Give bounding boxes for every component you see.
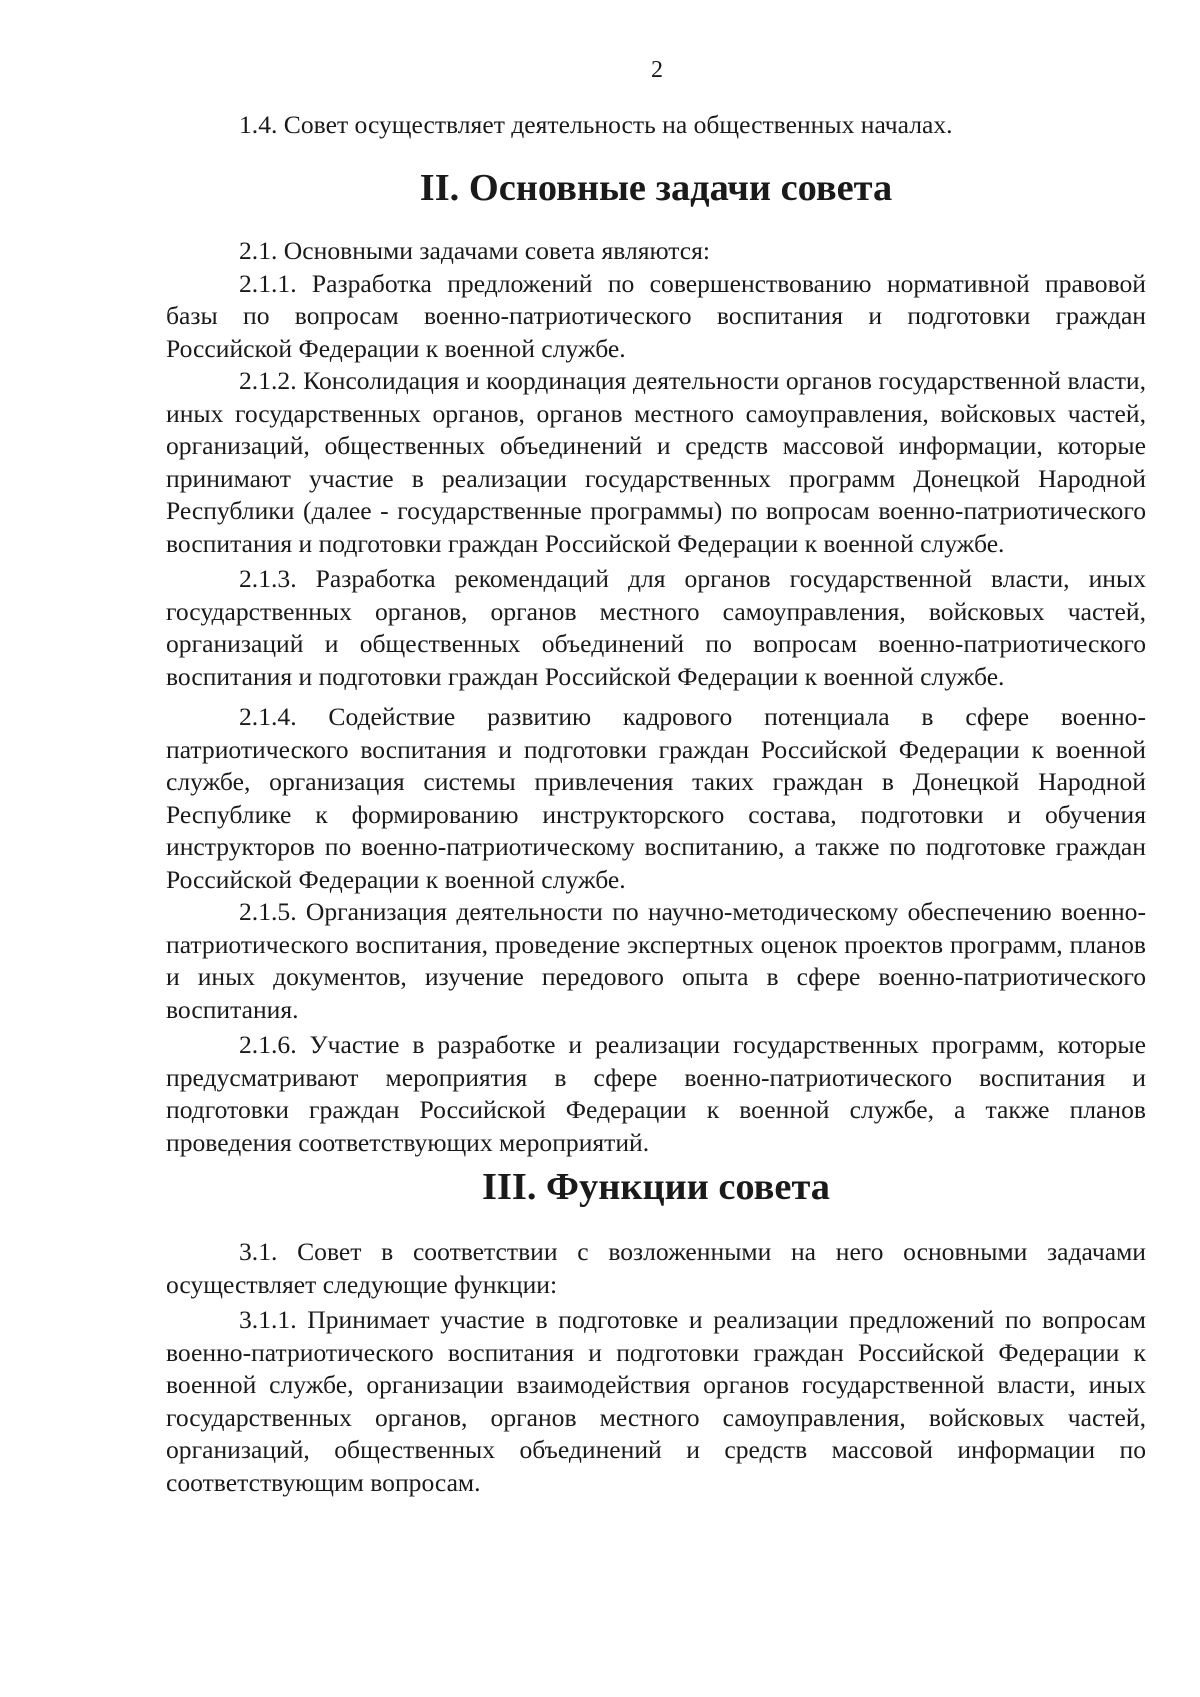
paragraph-2-1: 2.1. Основными задачами совета являются: xyxy=(239,236,711,265)
paragraph-3-1: 3.1. Совет в соответствии с возложенными на него основными задачами осуществляет следующие функции: xyxy=(166,1237,1146,1299)
paragraph-2-1-3: 2.1.3. Разработка рекомендаций для органов государственной власти, иных государственных органов, органов местного самоуправления, войсковых частей, организаций и общественных объединений по вопросам военно-патриотического воспитания и подготовки граждан Российской Федерации к военной службе. xyxy=(166,564,1146,691)
paragraph-3-1-1: 3.1.1. Принимает участие в подготовке и реализации предложений по вопросам военно-патриотического воспитания и подготовки граждан Российской Федерации к военной службе, организации взаимодействия органов государственной власти, иных государственных органов, органов местного самоуправления, войсковых частей, организаций, общественных объединений и средств массовой информации по соответствующим вопросам. xyxy=(166,1305,1146,1497)
page-number: 2 xyxy=(651,57,663,83)
section-2-body xyxy=(166,235,1146,1159)
section-1-body xyxy=(166,109,1146,142)
paragraph-2-1-1: 2.1.1. Разработка предложений по совершенствованию нормативной правовой базы по вопросам военно-патриотического воспитания и подготовки граждан Российской Федерации к военной службе. xyxy=(166,268,1146,363)
paragraph-1-4: 1.4. Совет осуществляет деятельность на общественных началах. xyxy=(239,110,953,139)
section-3-body xyxy=(166,1236,1146,1499)
paragraph-2-1-6: 2.1.6. Участие в разработке и реализации государственных программ, которые предусматривают мероприятия в сфере военно-патриотического воспитания и подготовки граждан Российской Федерации к военной службе, а также планов проведения соответствующих мероприятий. xyxy=(166,1030,1146,1157)
paragraph-2-1-4: 2.1.4. Содействие развитию кадрового потенциала в сфере военно-патриотического воспитания и подготовки граждан Российской Федерации к военной службе, организация системы привлечения таких граждан в Донецкой Народной Республике к формированию инструкторского состава, подготовки и обучения инструкторов по военно-патриотическому воспитанию, а также по подготовке граждан Российской Федерации к военной службе. xyxy=(166,702,1146,894)
paragraph-2-1-2: 2.1.2. Консолидация и координация деятельности органов государственной власти, иных государственных органов, органов местного самоуправления, войсковых частей, организаций, общественных объединений и средств массовой информации, которые принимают участие в реализации государственных программ Донецкой Народной Республики (далее - государственные программы) по вопросам военно-патриотического воспитания и подготовки граждан Российской Федерации к военной службе. xyxy=(166,366,1146,558)
section-3-heading: III. Функции совета xyxy=(482,1166,830,1208)
paragraph-2-1-5: 2.1.5. Организация деятельности по научно-методическому обеспечению военно-патриотического воспитания, проведение экспертных оценок проектов программ, планов и иных документов, изучение передового опыта в сфере военно-патриотического воспитания. xyxy=(166,897,1146,1024)
section-2-heading: II. Основные задачи совета xyxy=(419,167,893,209)
